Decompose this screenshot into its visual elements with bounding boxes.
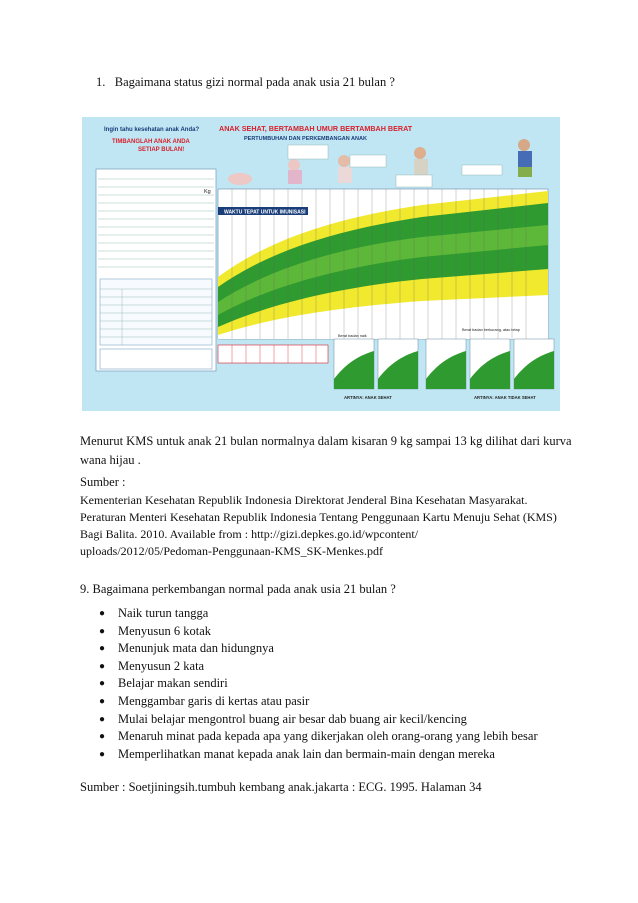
question-1-number: 1. <box>96 75 106 89</box>
source-1-label: Sumber : <box>80 475 126 489</box>
kms-weight-unit: Kg <box>204 189 211 195</box>
kms-info-panel <box>96 169 216 371</box>
list-item: ● Menggambar garis di kertas atau pasir <box>80 693 538 711</box>
kms-mini-charts <box>334 339 554 389</box>
bullet-icon: ● <box>99 643 106 655</box>
kms-small-caption-left: Berat badan naik <box>338 334 367 338</box>
source-1 <box>80 473 580 560</box>
list-item: ● Belajar makan sendiri <box>80 675 538 693</box>
kms-immunization-label: WAKTU TEPAT UNTUK IMUNISASI <box>224 209 306 216</box>
source-1-line-4: uploads/2012/05/Pedoman-Penggunaan-KMS_SK-Menkes.pdf <box>80 544 383 558</box>
source-1-line-1: Kementerian Kesehatan Republik Indonesia Direktorat Jenderal Bina Kesehatan Masyarakat. <box>80 493 528 507</box>
development-list <box>80 605 538 763</box>
kms-left-sub-2: SETIAP BULAN! <box>138 147 185 153</box>
bullet-icon: ● <box>99 748 106 760</box>
kms-caption-girl: ARTINYA: ANAK SEHAT <box>344 395 392 400</box>
answer-1: Menurut KMS untuk anak 21 bulan normalnya dalam kisaran 9 kg sampai 13 kg dilihat dari kurva wana hijau . <box>80 434 572 467</box>
list-item: ● Menyusun 2 kata <box>80 658 538 676</box>
bullet-icon: ● <box>99 625 106 637</box>
bullet-icon: ● <box>99 713 106 725</box>
bullet-icon: ● <box>99 731 106 743</box>
source-1-line-2: Peraturan Menteri Kesehatan Republik Indonesia Tentang Penggunaan Kartu Menuju Sehat (KMS) <box>80 510 557 524</box>
source-1-line-3: Bagi Balita. 2010. Available from : http://gizi.depkes.go.id/wpcontent/ <box>80 527 419 541</box>
bullet-icon: ● <box>99 608 106 619</box>
list-item: ● Mulai belajar mengontrol buang air besar dab buang air kecil/kencing <box>80 711 538 729</box>
list-item: ● Menunjuk mata dan hidungnya <box>80 640 538 658</box>
kms-small-caption-right: Berat badan berkurang, atau tetap <box>462 328 520 332</box>
question-1-text: Bagaimana status gizi normal pada anak usia 21 bulan ? <box>114 75 395 89</box>
list-item: ● Naik turun tangga <box>80 605 538 623</box>
kms-month-row <box>218 345 328 363</box>
kms-sub-title: PERTUMBUHAN DAN PERKEMBANGAN ANAK <box>244 136 367 142</box>
source-2: Sumber : Soetjiningsih.tumbuh kembang anak.jakarta : ECG. 1995. Halaman 34 <box>80 780 482 794</box>
kms-left-sub-1: TIMBANGLAH ANAK ANDA <box>112 139 190 145</box>
bullet-icon: ● <box>99 695 106 707</box>
kms-left-heading: Ingin tahu kesehatan anak Anda? <box>104 127 200 133</box>
kms-growth-chart-image <box>82 117 560 411</box>
list-item: ● Menaruh minat pada kepada apa yang dikerjakan oleh orang-orang yang lebih besar <box>80 728 538 746</box>
kms-caption-boy: ARTINYA: ANAK TIDAK SEHAT <box>474 395 536 400</box>
question-9: 9. Bagaimana perkembangan normal pada anak usia 21 bulan ? <box>80 582 396 596</box>
kms-main-title: ANAK SEHAT, BERTAMBAH UMUR BERTAMBAH BERAT <box>219 124 413 133</box>
bullet-icon: ● <box>99 660 106 672</box>
question-1 <box>96 74 395 91</box>
list-item: ● Memperlihatkan manat kepada anak lain dan bermain-main dengan mereka <box>80 746 538 764</box>
bullet-icon: ● <box>99 678 106 690</box>
list-item: ● Menyusun 6 kotak <box>80 623 538 641</box>
